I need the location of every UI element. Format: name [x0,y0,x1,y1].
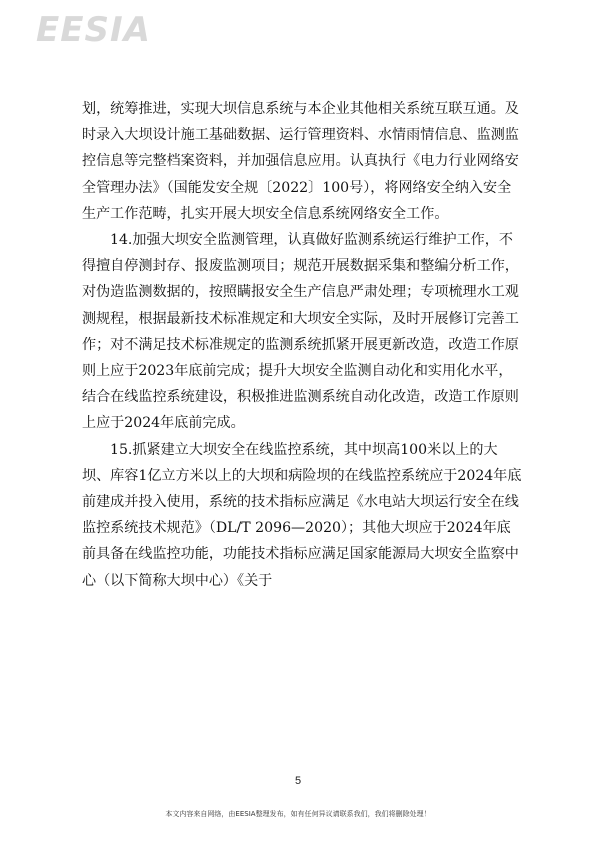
page-number: 5 [294,775,302,787]
footer-note: 本文内容来自网络，由EESIA整理发布，如有任何异议请联系我们，我们将删除处理！ [165,810,431,818]
document-body [82,96,522,594]
watermark-logo: EESIA [36,10,151,50]
paragraph-continuation: 划，统筹推进，实现大坝信息系统与本企业其他相关系统互联互通。及时录入大坝设计施工基础数据、运行管理资料、水情雨情信息、监测监控信息等完整档案资料，并加强信息应用。认真执行《电力行业网络安全管理办法》（国能发安全规〔2022〕100号），将网络安全纳入安全生产工作范畴，扎实开展大坝安全信息系统网络安全工作。 [82,101,519,222]
paragraph-item-14: 14.加强大坝安全监测管理，认真做好监测系统运行维护工作，不得擅自停测封存、报废监测项目；规范开展数据采集和整编分析工作，对伪造监测数据的，按照瞒报安全生产信息严肃处理；专项梳理水工观测规程，根据最新技术标准规定和大坝安全实际，及时开展修订完善工作；对不满足技术标准规定的监测系统抓紧开展更新改造，改造工作原则上应于2023年底前完成；提升大坝安全监测自动化和实用化水平，结合在线监控系统建设，积极推进监测系统自动化改造，改造工作原则上应于2024年底前完成。 [82,232,519,432]
paragraph-item-15: 15.抓紧建立大坝安全在线监控系统，其中坝高100米以上的大坝、库容1亿立方米以上的大坝和病险坝的在线监控系统应于2024年底前建成并投入使用，系统的技术指标应满足《水电站大坝运行安全在线监控系统技术规范》（DL/T 2096—2020）；其他大坝应于2024年底前具备在线监控功能，功能技术指标应满足国家能源局大坝安全监察中心（以下简称大坝中心）《关于 [82,441,522,589]
